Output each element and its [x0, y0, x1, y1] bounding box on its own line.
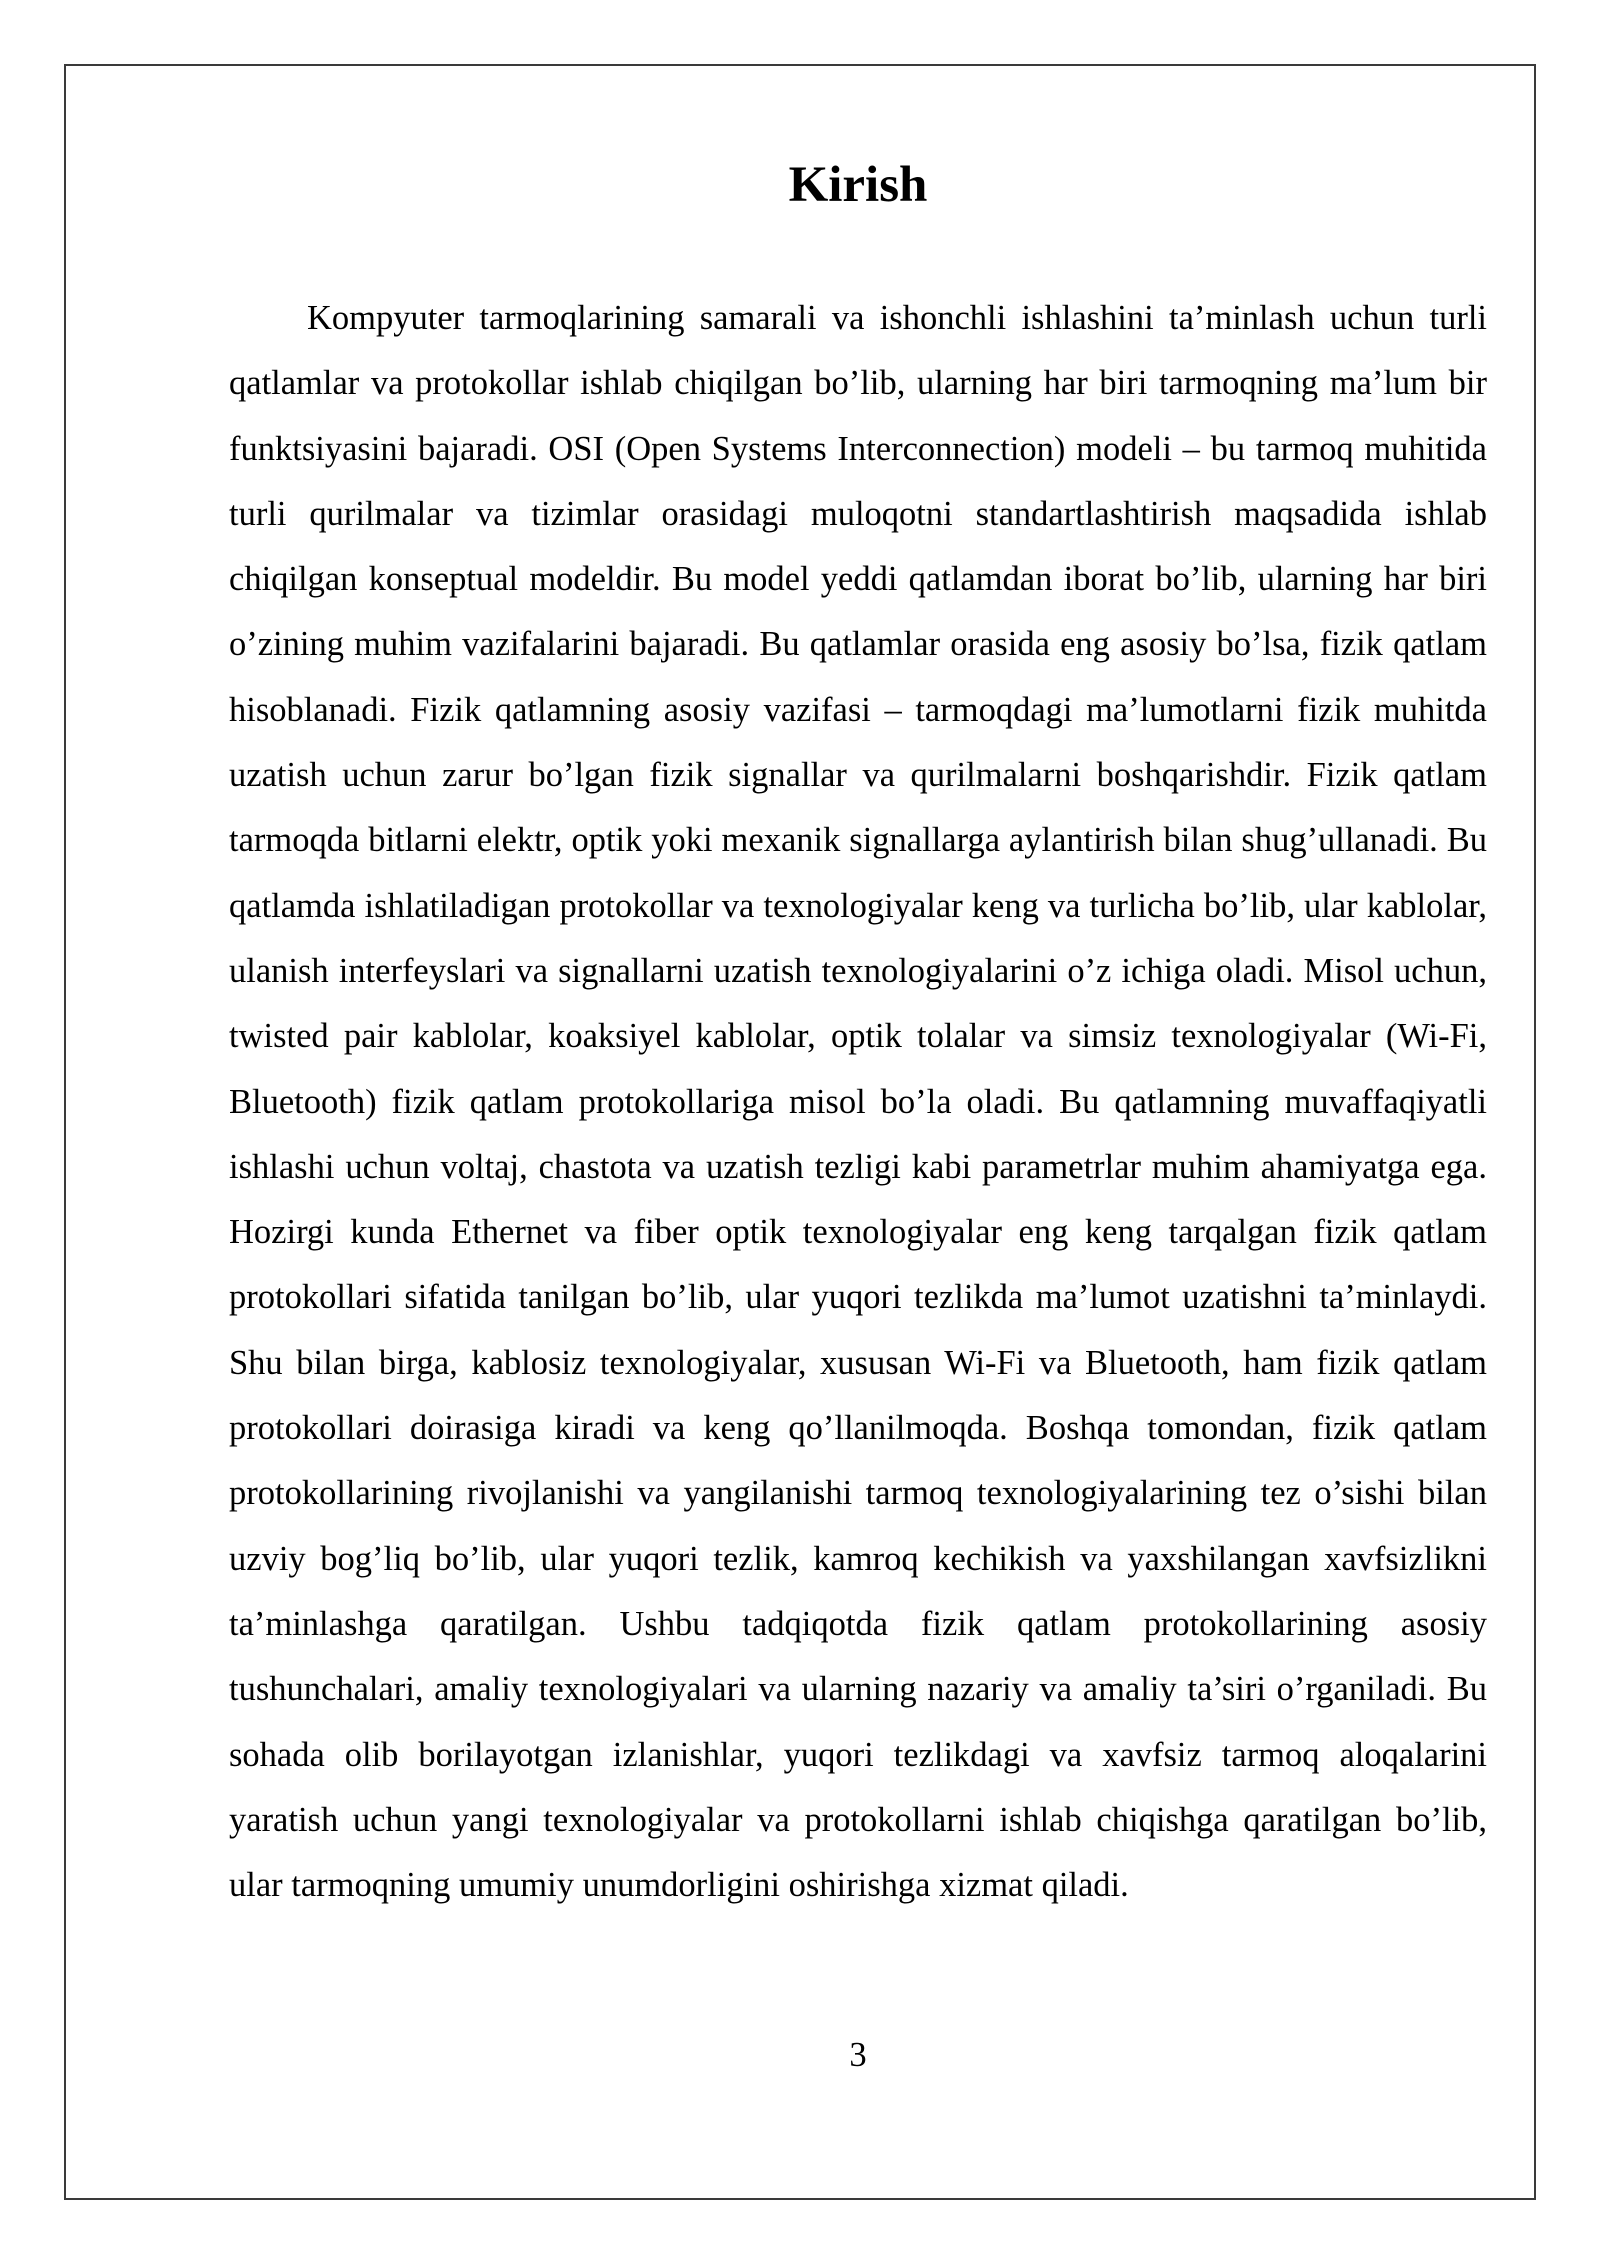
page-title: Kirish: [788, 157, 928, 213]
body-paragraph: Kompyuter tarmoqlarining samarali va ishonchli ishlashini ta’minlash uchun turli qatlamlar va protokollar ishlab chiqilgan bo’lib, ularning har biri tarmoqning ma’lum bir funktsiyasini bajaradi. OSI (Open Systems Interconnection) modeli – bu tarmoq muhitida turli qurilmalar va tizimlar orasidagi muloqotni standartlashtirish maqsadida ishlab chiqilgan konseptual modeldir. Bu model yeddi qatlamdan iborat bo’lib, ularning har biri o’zining muhim vazifalarini bajaradi. Bu qatlamlar orasida eng asosiy bo’lsa, fizik qatlam hisoblanadi. Fizik qatlamning asosiy vazifasi – tarmoqdagi ma’lumotlarni fizik muhitda uzatish uchun zarur bo’lgan fizik signallar va qurilmalarni boshqarishdir. Fizik qatlam tarmoqda bitlarni elektr, optik yoki mexanik signallarga aylantirish bilan shug’ullanadi. Bu qatlamda ishlatiladigan protokollar va texnologiyalar keng va turlicha bo’lib, ular kablolar, ulanish interfeyslari va signallarni uzatish texnologiyalarini o’z ichiga oladi. Misol uchun, twisted pair kablolar, koaksiyel kablolar, optik tolalar va simsiz texnologiyalar (Wi-Fi, Bluetooth) fizik qatlam protokollariga misol bo’la oladi. Bu qatlamning muvaffaqiyatli ishlashi uchun voltaj, chastota va uzatish tezligi kabi parametrlar muhim ahamiyatga ega. Hozirgi kunda Ethernet va fiber optik texnologiyalar eng keng tarqalgan fizik qatlam protokollari sifatida tanilgan bo’lib, ular yuqori tezlikda ma’lumot uzatishni ta’minlaydi. Shu bilan birga, kablosiz texnologiyalar, xususan Wi-Fi va Bluetooth, ham fizik qatlam protokollari doirasiga kiradi va keng qo’llanilmoqda. Boshqa tomondan, fizik qatlam protokollarining rivojlanishi va yangilanishi tarmoq texnologiyalarining tez o’sishi bilan uzviy bog’liq bo’lib, ular yuqori tezlik, kamroq kechikish va yaxshilangan xavfsizlikni ta’minlashga qaratilgan. Ushbu tadqiqotda fizik qatlam protokollarining asosiy tushunchalari, amaliy texnologiyalari va ularning nazariy va amaliy ta’siri o’rganiladi. Bu sohada olib borilayotgan izlanishlar, yuqori tezlikdagi va xavfsiz tarmoq aloqalarini yaratish uchun yangi texnologiyalar va protokollarni ishlab chiqishga qaratilgan bo’lib, ular tarmoqning umumiy unumdorligini oshirishga xizmat qiladi.: [229, 299, 1487, 1905]
page-number: 3: [849, 2036, 867, 2074]
